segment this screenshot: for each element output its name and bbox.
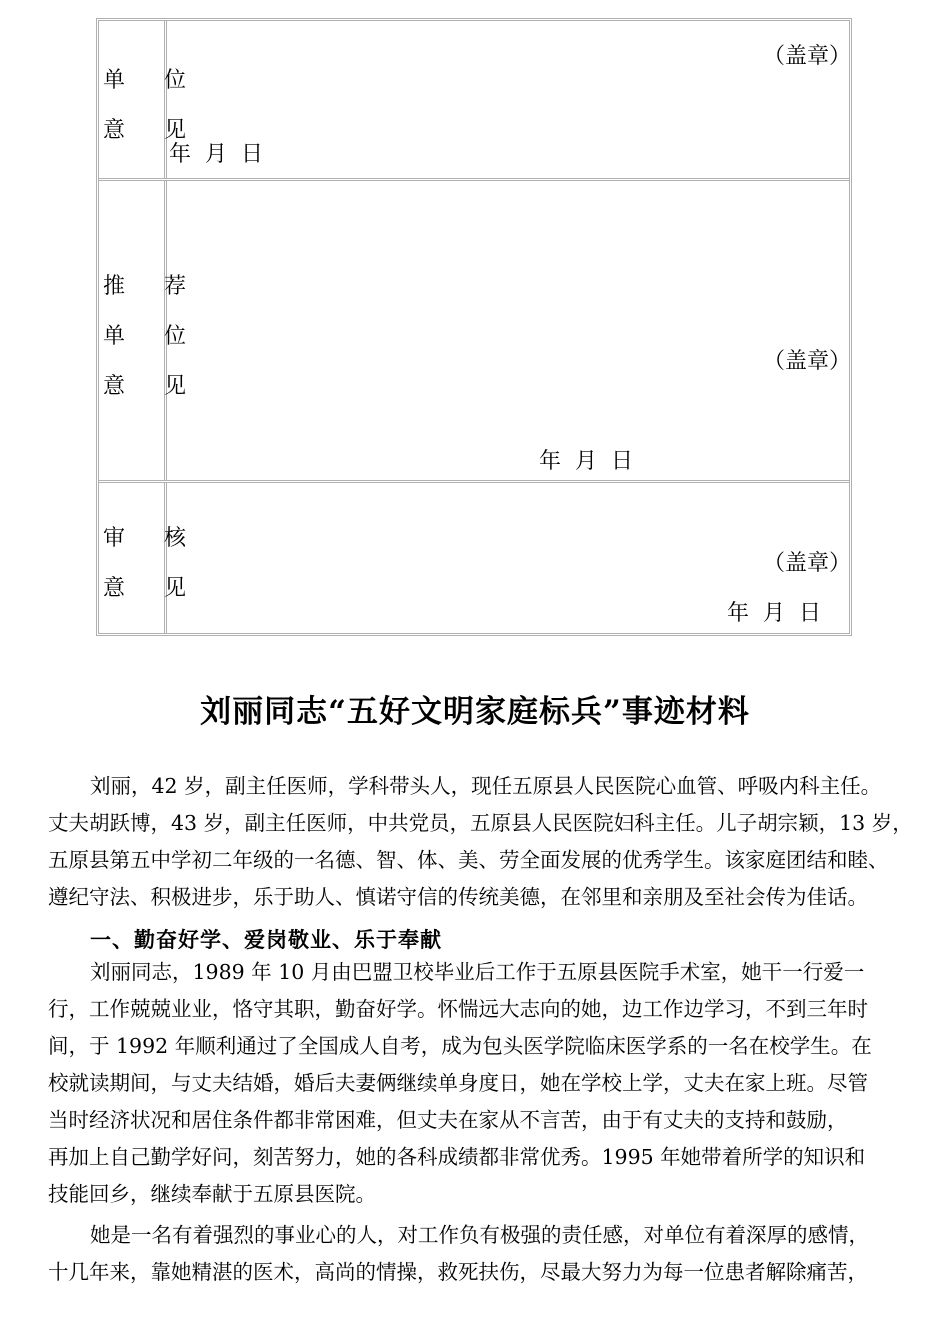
paragraph-line: 刘丽同志，1989 年 10 月由巴盟卫校毕业后工作于五原县医院手术室，她干一行爱一 xyxy=(90,960,865,984)
date-placeholder: 年 月 日 xyxy=(727,601,821,626)
paragraph-line: 再加上自己勤学好问，刻苦努力，她的各科成绩都非常优秀。1995 年她带着所学的知识和 xyxy=(48,1145,866,1169)
section-heading: 一、勤奋好学、爱岗敬业、乐于奉献 xyxy=(90,927,442,952)
intro-paragraph xyxy=(48,768,920,916)
recommending-unit-label-cell xyxy=(99,181,202,480)
paragraph-line: 技能回乡，继续奉献于五原县医院。 xyxy=(48,1182,376,1206)
unit-opinion-label-line: 单 位 xyxy=(103,68,202,93)
unit-opinion-label-cell xyxy=(99,21,202,178)
recommending-unit-label-line: 推 荐 xyxy=(103,274,202,299)
recommending-unit-label-line: 意 见 xyxy=(103,374,202,399)
body-paragraph xyxy=(48,954,920,1213)
review-opinion-label-line: 审 核 xyxy=(103,526,202,551)
body-paragraph xyxy=(48,1217,920,1291)
unit-opinion-label-line: 意 见 xyxy=(103,118,202,143)
review-opinion-label-cell xyxy=(99,483,202,633)
seal-placeholder: （盖章） xyxy=(763,349,852,374)
unit-opinion-row xyxy=(99,21,852,178)
paragraph-line: 刘丽，42 岁，副主任医师，学科带头人，现任五原县人民医院心血管、呼吸内科主任。 xyxy=(90,774,882,798)
paragraph-line: 行，工作兢兢业业，恪守其职，勤奋好学。怀惴远大志向的她，边工作边学习，不到三年时 xyxy=(48,997,868,1021)
approval-form-table xyxy=(96,18,852,636)
paragraph-line: 校就读期间，与丈夫结婚，婚后夫妻俩继续单身度日，她在学校上学，丈夫在家上班。尽管 xyxy=(48,1071,868,1095)
paragraph-line: 当时经济状况和居住条件都非常困难，但丈夫在家从不言苦，由于有丈夫的支持和鼓励， xyxy=(48,1108,848,1132)
date-placeholder: 年 月 日 xyxy=(539,449,633,474)
paragraph-line: 十几年来，靠她精湛的医术，高尚的情操，救死扶伤，尽最大努力为每一位患者解除痛苦， xyxy=(48,1260,868,1284)
paragraph-line: 丈夫胡跃博，43 岁，副主任医师，中共党员，五原县人民医院妇科主任。儿子胡宗颖，13 岁， xyxy=(48,811,913,835)
review-opinion-label-line: 意 见 xyxy=(103,576,202,601)
date-placeholder: 年 月 日 xyxy=(169,142,263,167)
review-opinion-row xyxy=(99,480,852,633)
paragraph-line: 遵纪守法、积极进步，乐于助人、慎诺守信的传统美德，在邻里和亲朋及至社会传为佳话。 xyxy=(48,885,868,909)
paragraph-line: 五原县第五中学初二年级的一名德、智、体、美、劳全面发展的优秀学生。该家庭团结和睦、 xyxy=(48,848,889,872)
paragraph-line: 她是一名有着强烈的事业心的人，对工作负有极强的责任感，对单位有着深厚的感情， xyxy=(90,1223,869,1247)
paragraph-line: 间，于 1992 年顺利通过了全国成人自考，成为包头医学院临床医学系的一名在校学生。在 xyxy=(48,1034,872,1058)
seal-placeholder: （盖章） xyxy=(763,551,852,576)
seal-placeholder: （盖章） xyxy=(763,44,852,69)
recommending-unit-opinion-row xyxy=(99,178,852,480)
recommending-unit-label-line: 单 位 xyxy=(103,324,202,349)
document-title: 刘丽同志“五好文明家庭标兵”事迹材料 xyxy=(200,694,750,730)
